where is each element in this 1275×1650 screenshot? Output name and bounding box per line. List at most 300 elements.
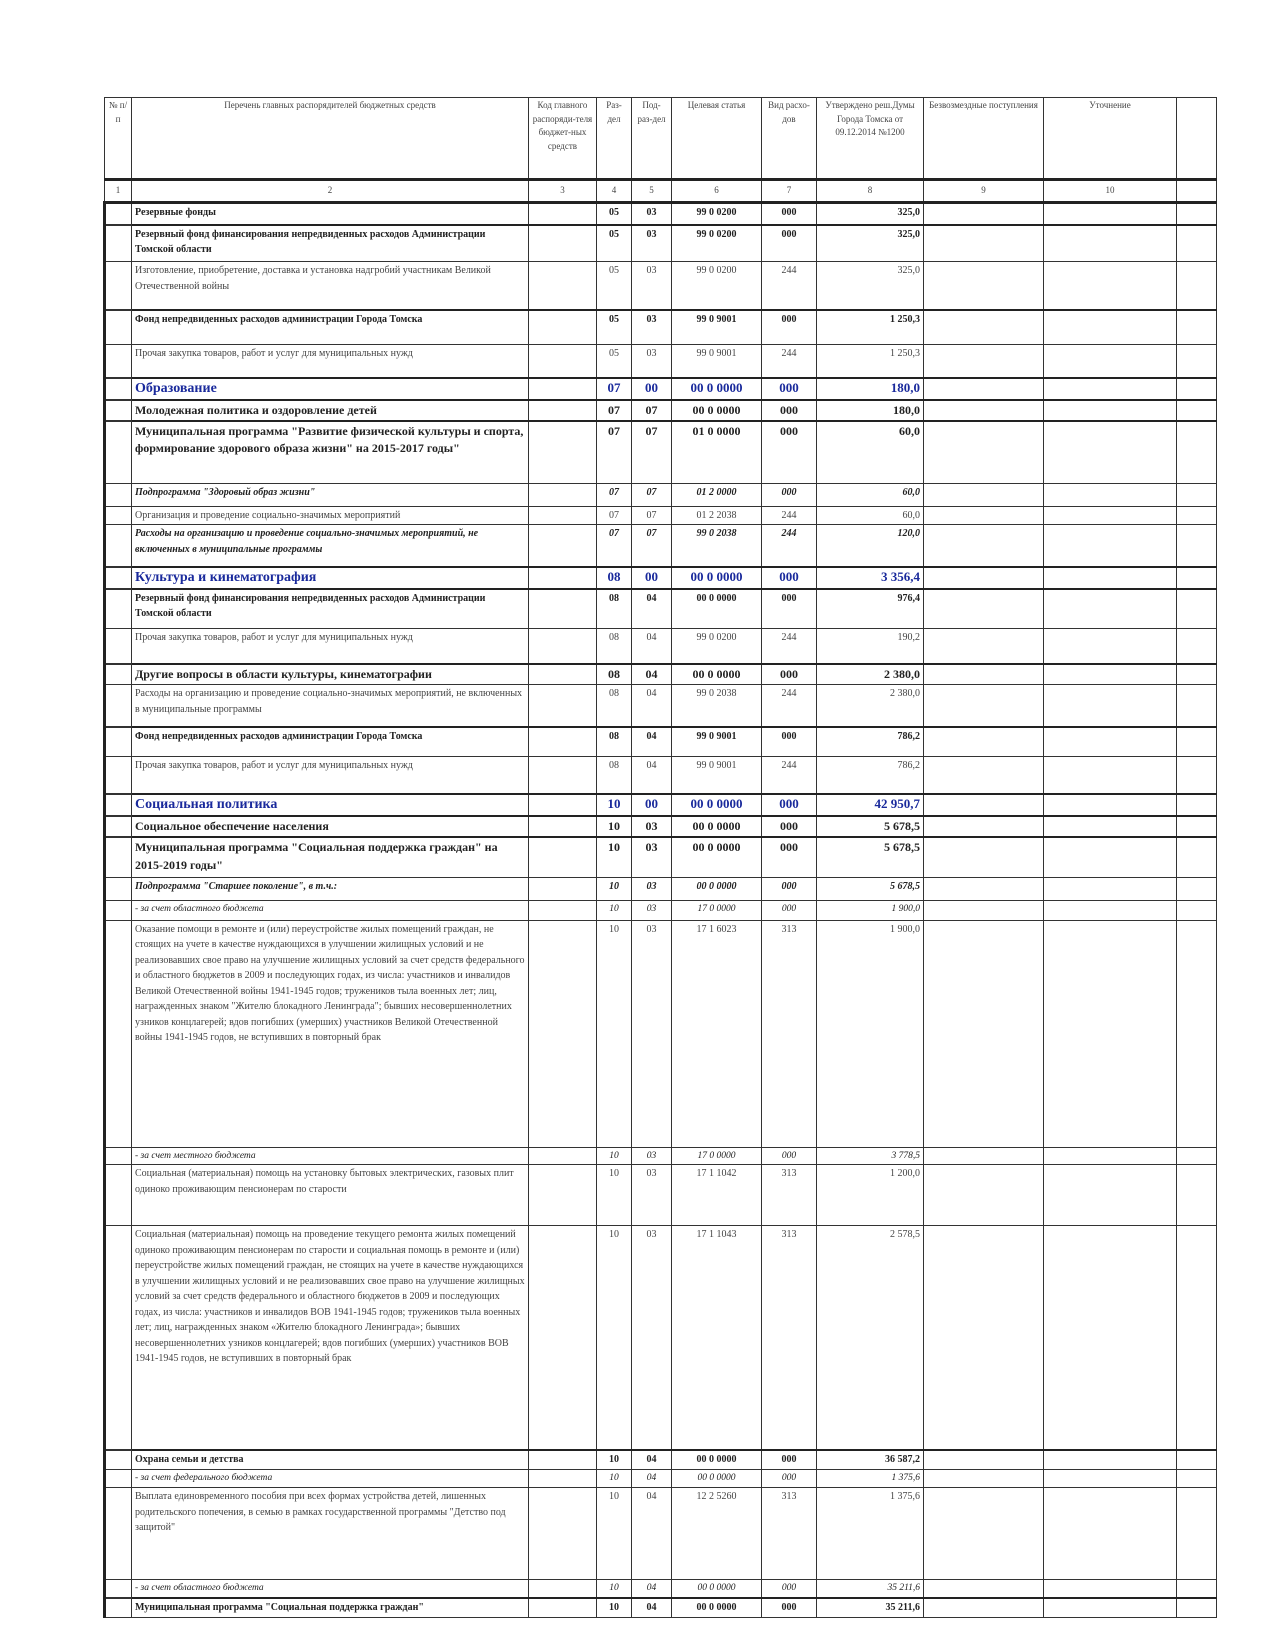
cell-extra bbox=[1177, 400, 1217, 421]
column-number-col-target: 6 bbox=[672, 180, 762, 203]
table-row bbox=[105, 1470, 1217, 1488]
cell-razdel: 10 bbox=[597, 920, 632, 1147]
cell-vid: 000 bbox=[762, 1450, 817, 1470]
column-number-col-code: 3 bbox=[529, 180, 597, 203]
table-row bbox=[105, 203, 1217, 225]
cell-extra bbox=[1177, 378, 1217, 400]
cell-adjustment bbox=[1044, 877, 1177, 900]
cell-approved: 35 211,6 bbox=[817, 1598, 924, 1618]
cell-extra bbox=[1177, 1580, 1217, 1598]
cell-number bbox=[105, 900, 132, 920]
cell-podrazdel: 00 bbox=[632, 567, 672, 589]
cell-grants bbox=[924, 837, 1044, 877]
table-row bbox=[105, 400, 1217, 421]
cell-adjustment bbox=[1044, 567, 1177, 589]
cell-number bbox=[105, 794, 132, 816]
cell-approved: 120,0 bbox=[817, 525, 924, 567]
cell-number bbox=[105, 920, 132, 1147]
cell-grants bbox=[924, 483, 1044, 506]
cell-approved: 2 578,5 bbox=[817, 1226, 924, 1450]
cell-grants bbox=[924, 310, 1044, 345]
cell-code bbox=[529, 727, 597, 757]
cell-grants bbox=[924, 589, 1044, 629]
table-row bbox=[105, 1598, 1217, 1618]
cell-extra bbox=[1177, 1226, 1217, 1450]
cell-number bbox=[105, 1470, 132, 1488]
cell-number bbox=[105, 837, 132, 877]
table-row bbox=[105, 1147, 1217, 1165]
cell-name: Социальная политика bbox=[132, 794, 529, 816]
cell-approved: 60,0 bbox=[817, 421, 924, 483]
cell-vid: 000 bbox=[762, 1470, 817, 1488]
table-row bbox=[105, 794, 1217, 816]
cell-target: 99 0 0200 bbox=[672, 262, 762, 310]
cell-code bbox=[529, 1488, 597, 1580]
cell-adjustment bbox=[1044, 421, 1177, 483]
cell-target: 99 0 0200 bbox=[672, 225, 762, 262]
cell-number bbox=[105, 400, 132, 421]
cell-vid: 000 bbox=[762, 567, 817, 589]
column-number-col-approved: 8 bbox=[817, 180, 924, 203]
cell-adjustment bbox=[1044, 816, 1177, 837]
cell-approved: 2 380,0 bbox=[817, 685, 924, 727]
cell-name: Прочая закупка товаров, работ и услуг для муниципальных нужд bbox=[132, 345, 529, 378]
cell-target: 00 0 0000 bbox=[672, 794, 762, 816]
cell-podrazdel: 04 bbox=[632, 685, 672, 727]
table-row bbox=[105, 1450, 1217, 1470]
cell-approved: 2 380,0 bbox=[817, 664, 924, 685]
cell-approved: 976,4 bbox=[817, 589, 924, 629]
cell-adjustment bbox=[1044, 685, 1177, 727]
cell-extra bbox=[1177, 310, 1217, 345]
cell-code bbox=[529, 1450, 597, 1470]
cell-grants bbox=[924, 225, 1044, 262]
cell-target: 17 1 1042 bbox=[672, 1165, 762, 1226]
cell-vid: 000 bbox=[762, 421, 817, 483]
cell-adjustment bbox=[1044, 1488, 1177, 1580]
cell-approved: 1 250,3 bbox=[817, 310, 924, 345]
cell-target: 00 0 0000 bbox=[672, 567, 762, 589]
table-row bbox=[105, 525, 1217, 567]
column-number-col-extra bbox=[1177, 180, 1217, 203]
cell-name: Муниципальная программа "Развитие физической культуры и спорта, формирование здорового образа жизни" на 2015-2017 годы" bbox=[132, 421, 529, 483]
cell-target: 99 0 0200 bbox=[672, 203, 762, 225]
cell-number bbox=[105, 685, 132, 727]
cell-code bbox=[529, 589, 597, 629]
cell-extra bbox=[1177, 837, 1217, 877]
cell-razdel: 10 bbox=[597, 1580, 632, 1598]
cell-vid: 000 bbox=[762, 794, 817, 816]
cell-podrazdel: 03 bbox=[632, 1147, 672, 1165]
cell-razdel: 07 bbox=[597, 506, 632, 525]
cell-podrazdel: 03 bbox=[632, 345, 672, 378]
cell-name: - за счет областного бюджета bbox=[132, 1580, 529, 1598]
cell-podrazdel: 04 bbox=[632, 664, 672, 685]
cell-podrazdel: 00 bbox=[632, 794, 672, 816]
cell-extra bbox=[1177, 262, 1217, 310]
cell-code bbox=[529, 877, 597, 900]
cell-grants bbox=[924, 1598, 1044, 1618]
cell-extra bbox=[1177, 1470, 1217, 1488]
cell-extra bbox=[1177, 664, 1217, 685]
cell-vid: 000 bbox=[762, 727, 817, 757]
column-number-col-number: 1 bbox=[105, 180, 132, 203]
cell-adjustment bbox=[1044, 1580, 1177, 1598]
cell-extra bbox=[1177, 816, 1217, 837]
cell-name: Социальное обеспечение населения bbox=[132, 816, 529, 837]
cell-adjustment bbox=[1044, 203, 1177, 225]
table-row bbox=[105, 567, 1217, 589]
cell-target: 00 0 0000 bbox=[672, 664, 762, 685]
cell-adjustment bbox=[1044, 1165, 1177, 1226]
cell-number bbox=[105, 506, 132, 525]
cell-podrazdel: 00 bbox=[632, 378, 672, 400]
cell-code bbox=[529, 816, 597, 837]
cell-code bbox=[529, 794, 597, 816]
table-row bbox=[105, 1580, 1217, 1598]
cell-target: 99 0 9001 bbox=[672, 757, 762, 794]
column-number-row bbox=[105, 180, 1217, 203]
cell-approved: 1 200,0 bbox=[817, 1165, 924, 1226]
header-row bbox=[105, 98, 1217, 180]
table-row bbox=[105, 877, 1217, 900]
cell-number bbox=[105, 378, 132, 400]
cell-approved: 786,2 bbox=[817, 757, 924, 794]
header-col-adjustment: Уточнение bbox=[1044, 98, 1177, 180]
cell-extra bbox=[1177, 794, 1217, 816]
cell-number bbox=[105, 310, 132, 345]
budget-table bbox=[103, 97, 1217, 1618]
cell-code bbox=[529, 920, 597, 1147]
cell-extra bbox=[1177, 421, 1217, 483]
cell-grants bbox=[924, 1226, 1044, 1450]
cell-vid: 313 bbox=[762, 920, 817, 1147]
cell-grants bbox=[924, 920, 1044, 1147]
cell-extra bbox=[1177, 1598, 1217, 1618]
cell-code bbox=[529, 525, 597, 567]
cell-grants bbox=[924, 400, 1044, 421]
cell-name: Культура и кинематография bbox=[132, 567, 529, 589]
cell-vid: 244 bbox=[762, 262, 817, 310]
table-row bbox=[105, 310, 1217, 345]
cell-name: Изготовление, приобретение, доставка и установка надгробий участникам Великой Отечественной войны bbox=[132, 262, 529, 310]
cell-number bbox=[105, 262, 132, 310]
cell-extra bbox=[1177, 877, 1217, 900]
table-row bbox=[105, 757, 1217, 794]
cell-razdel: 10 bbox=[597, 1598, 632, 1618]
table-row bbox=[105, 225, 1217, 262]
cell-adjustment bbox=[1044, 1450, 1177, 1470]
cell-name: Муниципальная программа "Социальная поддержка граждан" bbox=[132, 1598, 529, 1618]
cell-extra bbox=[1177, 345, 1217, 378]
column-number-col-adjustment: 10 bbox=[1044, 180, 1177, 203]
cell-code bbox=[529, 400, 597, 421]
cell-adjustment bbox=[1044, 794, 1177, 816]
cell-number bbox=[105, 483, 132, 506]
cell-razdel: 10 bbox=[597, 816, 632, 837]
cell-razdel: 10 bbox=[597, 1470, 632, 1488]
cell-razdel: 10 bbox=[597, 1165, 632, 1226]
cell-podrazdel: 03 bbox=[632, 1165, 672, 1226]
cell-adjustment bbox=[1044, 727, 1177, 757]
table-body bbox=[105, 203, 1217, 1618]
cell-razdel: 10 bbox=[597, 1226, 632, 1450]
cell-target: 01 2 0000 bbox=[672, 483, 762, 506]
cell-vid: 000 bbox=[762, 589, 817, 629]
cell-razdel: 05 bbox=[597, 203, 632, 225]
cell-grants bbox=[924, 1470, 1044, 1488]
cell-razdel: 08 bbox=[597, 757, 632, 794]
cell-podrazdel: 04 bbox=[632, 589, 672, 629]
cell-name: Охрана семьи и детства bbox=[132, 1450, 529, 1470]
cell-vid: 000 bbox=[762, 225, 817, 262]
cell-grants bbox=[924, 378, 1044, 400]
cell-adjustment bbox=[1044, 837, 1177, 877]
cell-podrazdel: 04 bbox=[632, 629, 672, 664]
cell-number bbox=[105, 589, 132, 629]
cell-adjustment bbox=[1044, 629, 1177, 664]
cell-podrazdel: 03 bbox=[632, 225, 672, 262]
cell-approved: 5 678,5 bbox=[817, 837, 924, 877]
cell-razdel: 07 bbox=[597, 483, 632, 506]
cell-extra bbox=[1177, 567, 1217, 589]
cell-code bbox=[529, 837, 597, 877]
cell-adjustment bbox=[1044, 483, 1177, 506]
cell-extra bbox=[1177, 1165, 1217, 1226]
cell-approved: 1 900,0 bbox=[817, 920, 924, 1147]
cell-approved: 1 900,0 bbox=[817, 900, 924, 920]
cell-target: 99 0 0200 bbox=[672, 629, 762, 664]
cell-adjustment bbox=[1044, 310, 1177, 345]
cell-podrazdel: 03 bbox=[632, 310, 672, 345]
cell-extra bbox=[1177, 589, 1217, 629]
cell-podrazdel: 04 bbox=[632, 1580, 672, 1598]
cell-grants bbox=[924, 203, 1044, 225]
cell-vid: 313 bbox=[762, 1226, 817, 1450]
cell-number bbox=[105, 727, 132, 757]
cell-number bbox=[105, 1165, 132, 1226]
cell-adjustment bbox=[1044, 400, 1177, 421]
cell-code bbox=[529, 685, 597, 727]
cell-target: 17 0 0000 bbox=[672, 1147, 762, 1165]
cell-adjustment bbox=[1044, 664, 1177, 685]
cell-code bbox=[529, 1598, 597, 1618]
cell-code bbox=[529, 1147, 597, 1165]
cell-target: 01 0 0000 bbox=[672, 421, 762, 483]
header-col-target: Целевая статья bbox=[672, 98, 762, 180]
cell-razdel: 05 bbox=[597, 225, 632, 262]
cell-number bbox=[105, 1226, 132, 1450]
cell-number bbox=[105, 1450, 132, 1470]
cell-grants bbox=[924, 816, 1044, 837]
header-col-code: Код главного распоряди-теля бюджет-ных средств bbox=[529, 98, 597, 180]
cell-grants bbox=[924, 525, 1044, 567]
cell-code bbox=[529, 629, 597, 664]
cell-razdel: 08 bbox=[597, 727, 632, 757]
cell-extra bbox=[1177, 225, 1217, 262]
cell-podrazdel: 04 bbox=[632, 727, 672, 757]
table-row bbox=[105, 378, 1217, 400]
cell-target: 00 0 0000 bbox=[672, 837, 762, 877]
cell-number bbox=[105, 1147, 132, 1165]
table-row bbox=[105, 345, 1217, 378]
cell-adjustment bbox=[1044, 378, 1177, 400]
cell-grants bbox=[924, 1580, 1044, 1598]
header-col-podrazdel: Под-раз-дел bbox=[632, 98, 672, 180]
cell-vid: 244 bbox=[762, 525, 817, 567]
cell-grants bbox=[924, 421, 1044, 483]
cell-razdel: 10 bbox=[597, 900, 632, 920]
cell-approved: 36 587,2 bbox=[817, 1450, 924, 1470]
cell-vid: 000 bbox=[762, 900, 817, 920]
cell-vid: 000 bbox=[762, 378, 817, 400]
cell-vid: 000 bbox=[762, 837, 817, 877]
cell-name: Фонд непредвиденных расходов администрации Города Томска bbox=[132, 727, 529, 757]
column-number-col-razdel: 4 bbox=[597, 180, 632, 203]
cell-number bbox=[105, 816, 132, 837]
cell-target: 99 0 9001 bbox=[672, 345, 762, 378]
cell-extra bbox=[1177, 525, 1217, 567]
cell-vid: 000 bbox=[762, 310, 817, 345]
cell-adjustment bbox=[1044, 1147, 1177, 1165]
table-row bbox=[105, 1488, 1217, 1580]
cell-code bbox=[529, 900, 597, 920]
cell-podrazdel: 04 bbox=[632, 1488, 672, 1580]
table-row bbox=[105, 483, 1217, 506]
cell-podrazdel: 04 bbox=[632, 757, 672, 794]
cell-adjustment bbox=[1044, 757, 1177, 794]
cell-extra bbox=[1177, 900, 1217, 920]
cell-grants bbox=[924, 506, 1044, 525]
cell-target: 00 0 0000 bbox=[672, 400, 762, 421]
cell-name: Выплата единовременного пособия при всех формах устройства детей, лишенных родительского попечения, в семью в рамках государственной программы "Детство под защитой" bbox=[132, 1488, 529, 1580]
cell-name: Подпрограмма "Здоровый образ жизни" bbox=[132, 483, 529, 506]
cell-approved: 180,0 bbox=[817, 400, 924, 421]
cell-name: Прочая закупка товаров, работ и услуг для муниципальных нужд bbox=[132, 629, 529, 664]
cell-extra bbox=[1177, 685, 1217, 727]
cell-vid: 313 bbox=[762, 1488, 817, 1580]
cell-grants bbox=[924, 1488, 1044, 1580]
cell-extra bbox=[1177, 1147, 1217, 1165]
cell-grants bbox=[924, 757, 1044, 794]
cell-vid: 244 bbox=[762, 685, 817, 727]
cell-name: Резервный фонд финансирования непредвиденных расходов Администрации Томской области bbox=[132, 225, 529, 262]
cell-code bbox=[529, 1580, 597, 1598]
cell-code bbox=[529, 345, 597, 378]
table-row bbox=[105, 506, 1217, 525]
cell-extra bbox=[1177, 757, 1217, 794]
header-col-grants: Безвозмездные поступления bbox=[924, 98, 1044, 180]
cell-vid: 000 bbox=[762, 816, 817, 837]
cell-name: - за счет федерального бюджета bbox=[132, 1470, 529, 1488]
table-row bbox=[105, 262, 1217, 310]
table-row bbox=[105, 664, 1217, 685]
column-number-col-name: 2 bbox=[132, 180, 529, 203]
cell-approved: 42 950,7 bbox=[817, 794, 924, 816]
cell-podrazdel: 03 bbox=[632, 816, 672, 837]
table-row bbox=[105, 589, 1217, 629]
cell-razdel: 10 bbox=[597, 1488, 632, 1580]
cell-razdel: 07 bbox=[597, 400, 632, 421]
cell-name: Оказание помощи в ремонте и (или) переустройстве жилых помещений граждан, не стоящих на учете в качестве нуждающихся в улучшении жилищных условий и не реализовавших свое право на улучшение жилищных условий за счет средств федерального и областного бюджетов в 2009 и последующих годах, из числа: участников и инвалидов Великой Отечественной войны 1941-1945 годов; тружеников тыла военных лет; лиц, награжденных знаком "Жителю блокадного Ленинграда"; бывших несовершеннолетних узников концлагерей; вдов погибших (умерших) участников Великой Отечественной войны 1941-1945 годов, не вступивших в повторный брак bbox=[132, 920, 529, 1147]
cell-target: 12 2 5260 bbox=[672, 1488, 762, 1580]
cell-extra bbox=[1177, 727, 1217, 757]
cell-podrazdel: 07 bbox=[632, 400, 672, 421]
cell-target: 00 0 0000 bbox=[672, 816, 762, 837]
cell-podrazdel: 07 bbox=[632, 506, 672, 525]
table-row bbox=[105, 837, 1217, 877]
cell-name: Муниципальная программа "Социальная поддержка граждан" на 2015-2019 годы" bbox=[132, 837, 529, 877]
cell-podrazdel: 04 bbox=[632, 1450, 672, 1470]
cell-podrazdel: 03 bbox=[632, 262, 672, 310]
cell-adjustment bbox=[1044, 1226, 1177, 1450]
cell-vid: 000 bbox=[762, 1580, 817, 1598]
cell-approved: 60,0 bbox=[817, 506, 924, 525]
cell-code bbox=[529, 483, 597, 506]
cell-vid: 244 bbox=[762, 757, 817, 794]
cell-razdel: 08 bbox=[597, 567, 632, 589]
cell-grants bbox=[924, 727, 1044, 757]
cell-name: Резервный фонд финансирования непредвиденных расходов Администрации Томской области bbox=[132, 589, 529, 629]
cell-adjustment bbox=[1044, 506, 1177, 525]
cell-vid: 000 bbox=[762, 1147, 817, 1165]
cell-razdel: 05 bbox=[597, 310, 632, 345]
column-number-col-vid: 7 bbox=[762, 180, 817, 203]
table-row bbox=[105, 727, 1217, 757]
cell-grants bbox=[924, 567, 1044, 589]
cell-approved: 5 678,5 bbox=[817, 877, 924, 900]
cell-extra bbox=[1177, 506, 1217, 525]
cell-razdel: 07 bbox=[597, 378, 632, 400]
cell-extra bbox=[1177, 920, 1217, 1147]
cell-approved: 325,0 bbox=[817, 225, 924, 262]
cell-code bbox=[529, 1470, 597, 1488]
column-number-col-grants: 9 bbox=[924, 180, 1044, 203]
cell-podrazdel: 07 bbox=[632, 483, 672, 506]
cell-code bbox=[529, 1165, 597, 1226]
cell-target: 99 0 2038 bbox=[672, 525, 762, 567]
cell-name: Молодежная политика и оздоровление детей bbox=[132, 400, 529, 421]
cell-code bbox=[529, 757, 597, 794]
cell-name: Фонд непредвиденных расходов администрации Города Томска bbox=[132, 310, 529, 345]
cell-number bbox=[105, 664, 132, 685]
cell-name: Подпрограмма "Старшее поколение", в т.ч.: bbox=[132, 877, 529, 900]
cell-number bbox=[105, 421, 132, 483]
cell-name: Резервные фонды bbox=[132, 203, 529, 225]
cell-target: 99 0 9001 bbox=[672, 310, 762, 345]
cell-approved: 1 375,6 bbox=[817, 1488, 924, 1580]
header-col-vid: Вид расхо-дов bbox=[762, 98, 817, 180]
cell-approved: 60,0 bbox=[817, 483, 924, 506]
cell-adjustment bbox=[1044, 589, 1177, 629]
cell-target: 00 0 0000 bbox=[672, 589, 762, 629]
header-col-extra bbox=[1177, 98, 1217, 180]
cell-target: 00 0 0000 bbox=[672, 1598, 762, 1618]
cell-target: 00 0 0000 bbox=[672, 378, 762, 400]
cell-code bbox=[529, 225, 597, 262]
cell-razdel: 05 bbox=[597, 262, 632, 310]
cell-approved: 5 678,5 bbox=[817, 816, 924, 837]
cell-code bbox=[529, 664, 597, 685]
cell-podrazdel: 03 bbox=[632, 900, 672, 920]
cell-razdel: 05 bbox=[597, 345, 632, 378]
cell-podrazdel: 04 bbox=[632, 1598, 672, 1618]
cell-extra bbox=[1177, 203, 1217, 225]
cell-adjustment bbox=[1044, 262, 1177, 310]
cell-name: - за счет местного бюджета bbox=[132, 1147, 529, 1165]
cell-number bbox=[105, 629, 132, 664]
cell-name: Социальная (материальная) помощь на проведение текущего ремонта жилых помещений одиноко проживающим пенсионерам по старости и социальная помощь в ремонте и (или) переустройстве жилых помещений граждан, не стоящих на учете в качестве нуждающихся в улучшении жилищных условий и не реализовавших свое право на улучшение жилищных условий за счет средств федерального и областного бюджетов в 2009 и последующих годах, из числа: участников и инвалидов ВОВ 1941-1945 годов; тружеников тыла военных лет; лиц, награжденных знаком «Жителю блокадного Ленинграда»; бывших несовершеннолетних узников концлагерей; вдов погибших (умерших) участников ВОВ 1941-1945 годов, не вступивших в повторный брак bbox=[132, 1226, 529, 1450]
